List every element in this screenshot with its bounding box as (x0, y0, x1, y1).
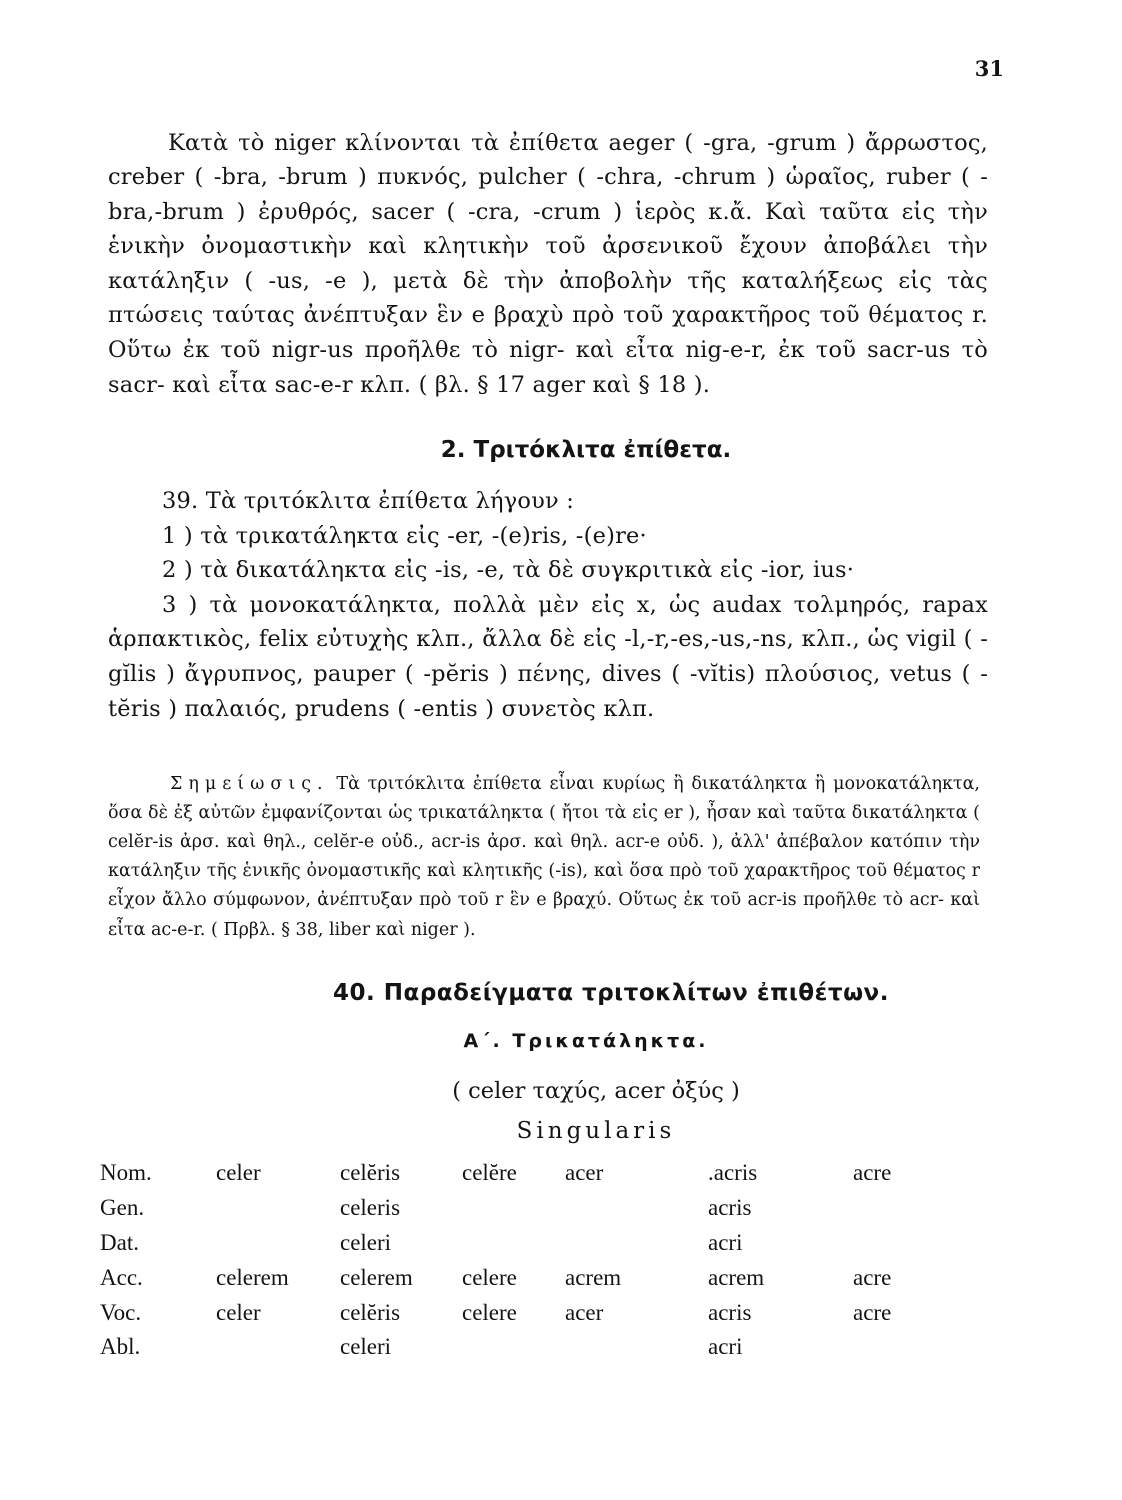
table-cell: acrem (708, 1264, 765, 1290)
table-cell: acrem (565, 1264, 622, 1290)
table-cell (565, 1226, 708, 1261)
case-label: Acc. (100, 1264, 143, 1290)
case-label: Dat. (100, 1229, 139, 1255)
note-label: Σημείωσις. (170, 773, 329, 794)
subsection-heading-three-ending: Α΄. Τρικατάληκτα. (463, 1030, 709, 1052)
note-paragraph (108, 770, 980, 945)
table-cell (216, 1226, 340, 1261)
table-cell: acri (708, 1229, 743, 1255)
table-cell: celeri (340, 1334, 392, 1360)
section-heading-third-declension-adjectives: 2. Τριτόκλιτα ἐπίθετα. (440, 437, 732, 463)
table-cell: celĕris (340, 1160, 401, 1186)
table-row (100, 1260, 891, 1295)
section-39 (108, 484, 988, 726)
table-cell (462, 1330, 565, 1365)
section-39-item-2: 2 ) τὰ δικατάληκτα εἰς -is, -e, τὰ δὲ συγκριτικὰ εἰς -ior, ius· (162, 557, 855, 584)
table-cell: celerem (340, 1264, 413, 1290)
table-cell: celere (462, 1299, 517, 1325)
table-cell (853, 1226, 891, 1261)
table-cell: acre (853, 1299, 892, 1325)
table-row (100, 1191, 891, 1226)
table-cell (216, 1191, 340, 1226)
table-cell (565, 1191, 708, 1226)
case-label: Abl. (100, 1334, 141, 1360)
table-cell: celeris (340, 1195, 401, 1221)
table-cell (853, 1191, 891, 1226)
table-cell: acri (708, 1334, 743, 1360)
table-row (100, 1226, 891, 1261)
table-cell (853, 1330, 891, 1365)
table-row (100, 1330, 891, 1365)
table-cell: .acris (708, 1160, 758, 1186)
table-row (100, 1295, 891, 1330)
table-cell (462, 1191, 565, 1226)
page-number: 31 (974, 56, 1004, 81)
section-39-item-3: 3 ) τὰ μονοκατάληκτα, πολλὰ μὲν εἰς x, ὡς audax τολμηρός, rapax ἁρπακτικὸς, felix εὐτυχὴς κλπ., ἄλλα δὲ εἰς -l,-r,-es,-us,-ns, κλπ., ὡς vigil ( -gĭlis ) ἄγρυπνος, pauper ( -pĕris ) πένης, dives ( -vĭtis) πλούσιος, vetus ( -tĕris ) παλαιός, prudens ( -entis ) συνετὸς κλπ. (108, 591, 988, 722)
declension-table-title: Singularis (516, 1118, 676, 1144)
note-text: Τὰ τριτόκλιτα ἐπίθετα εἶναι κυρίως ἢ δικατάληκτα ἢ μονοκατάληκτα, ὅσα δὲ ἐξ αὐτῶν ἐμφανίζονται ὡς τρικατάληκτα ( ἤτοι τὰ εἰς er ), ἦσαν καὶ ταῦτα δικατάληκτα ( celĕr-is ἀρσ. καὶ θηλ., celĕr-e οὐδ., acr-is ἀρσ. καὶ θηλ. acr-e οὐδ. ), ἀλλ' ἀπέβαλον κατόπιν τὴν κατάληξιν τῆς ἑνικῆς ὀνομαστικῆς καὶ κλητικῆς (-is), καὶ ὅσα πρὸ τοῦ χαρακτῆρος τοῦ θέματος r εἶχον ἄλλο σύμφωνον, ἀνέπτυξαν πρὸ τοῦ r ἓν e βραχύ. Οὕτως ἐκ τοῦ acr-is προῆλθε τὸ acr- καὶ εἶτα ac-e-r. ( Πρβλ. § 38, liber καὶ niger ). (108, 773, 980, 940)
table-cell: celere (462, 1264, 517, 1290)
section-heading-examples: 40. Παραδείγματα τριτοκλίτων ἐπιθέτων. (333, 980, 889, 1006)
table-cell: celer (216, 1299, 261, 1325)
section-39-intro: 39. Τὰ τριτόκλιτα ἐπίθετα λήγουν : (162, 488, 575, 514)
table-row (100, 1156, 891, 1191)
table-cell: celĕris (340, 1299, 401, 1325)
table-cell (462, 1226, 565, 1261)
case-label: Voc. (100, 1299, 142, 1325)
case-label: Gen. (100, 1195, 145, 1221)
case-label: Nom. (100, 1160, 152, 1186)
table-cell (216, 1330, 340, 1365)
table-cell: acer (565, 1299, 604, 1325)
table-cell: acris (708, 1299, 752, 1325)
declension-table (100, 1156, 891, 1365)
table-cell (565, 1330, 708, 1365)
examples-subtitle: ( celer ταχύς, acer ὀξύς ) (452, 1078, 740, 1104)
table-cell: celeri (340, 1229, 392, 1255)
table-cell: acris (708, 1195, 752, 1221)
table-cell: acre (853, 1264, 892, 1290)
table-cell: celer (216, 1160, 261, 1186)
table-cell: acer (565, 1160, 604, 1186)
table-cell: acre (853, 1160, 892, 1186)
section-39-item-1: 1 ) τὰ τρικατάληκτα εἰς -er, -(e)ris, -(e)re· (162, 522, 647, 549)
table-cell: celerem (216, 1264, 289, 1290)
table-cell: celĕre (462, 1160, 517, 1186)
paragraph-niger-declension: Κατὰ τὸ niger κλίνονται τὰ ἐπίθετα aeger ( -gra, -grum ) ἄρρωστος, creber ( -bra, -brum ) πυκνός, pulcher ( -chra, -chrum ) ὡραῖος, ruber ( -bra,-brum ) ἐρυθρός, sacer ( -cra, -crum ) ἱερὸς κ.ἄ. Καὶ ταῦτα εἰς τὴν ἑνικὴν ὀνομαστικὴν καὶ κλητικὴν τοῦ ἀρσενικοῦ ἔχουν ἀποβάλει τὴν κατάληξιν ( -us, -e ), μετὰ δὲ τὴν ἀποβολὴν τῆς καταλήξεως εἰς τὰς πτώσεις ταύτας ἀνέπτυξαν ἓν e βραχὺ πρὸ τοῦ χαρακτῆρος τοῦ θέματος r. Οὕτω ἐκ τοῦ nigr-us προῆλθε τὸ nigr- καὶ εἶτα nig-e-r, ἐκ τοῦ sacr-us τὸ sacr- καὶ εἶτα sac-e-r κλπ. ( βλ. § 17 ager καὶ § 18 ). (108, 129, 988, 398)
